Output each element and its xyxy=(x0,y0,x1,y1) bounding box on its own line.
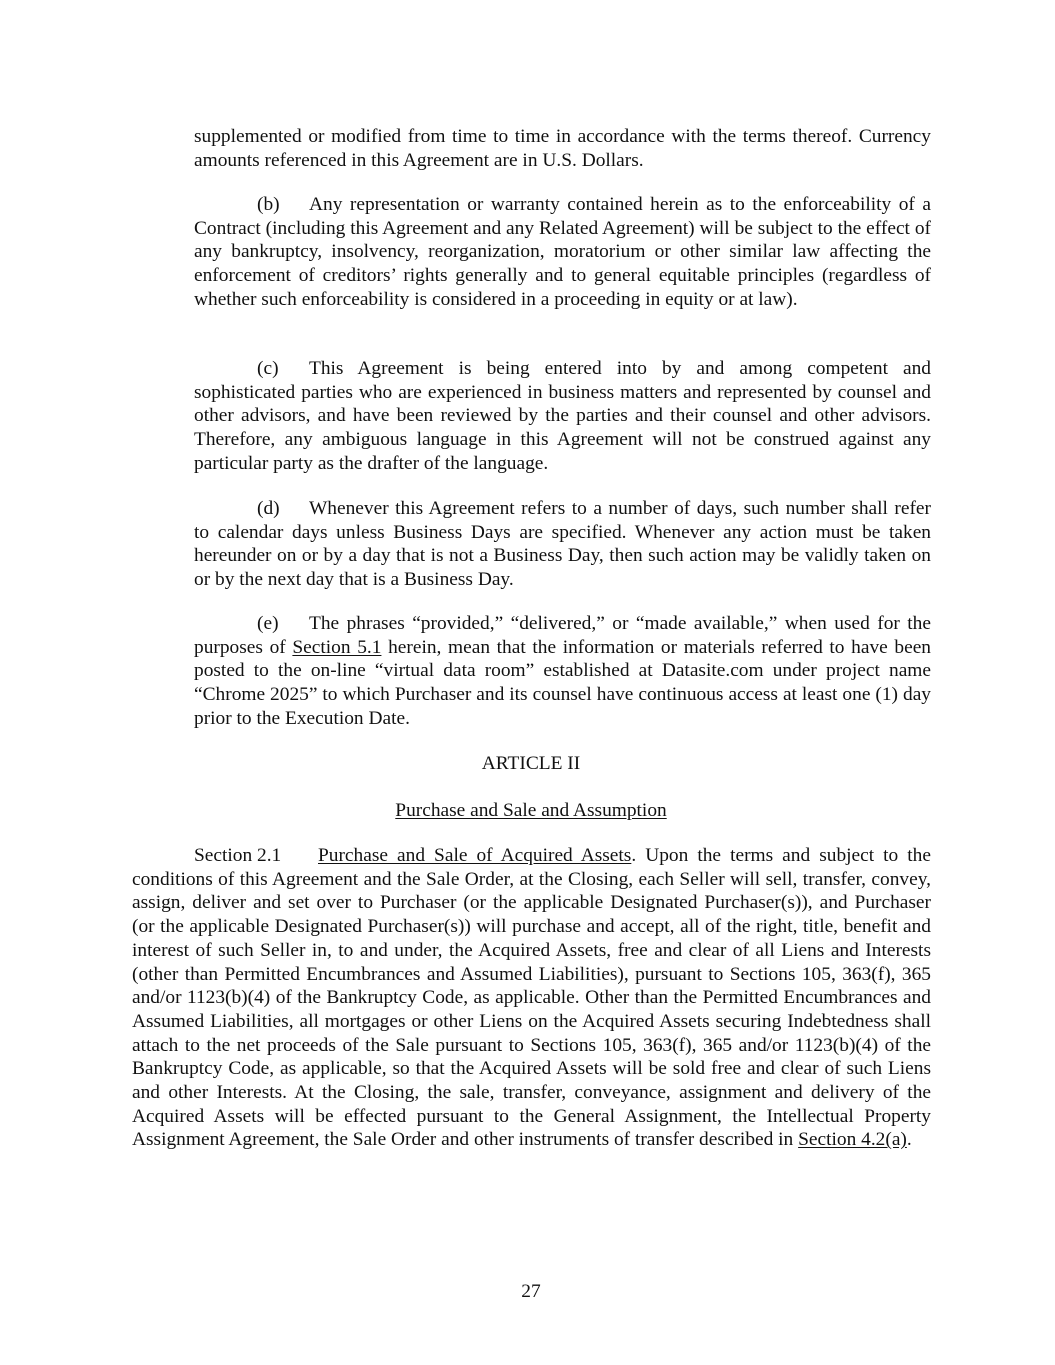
paragraph-label: (e) xyxy=(257,613,279,634)
paragraph-e: (e) The phrases “provided,” “delivered,” or “made available,” when used for the purposes of Section 5.1 herein, mean that the information or materials referred to have been posted to the on-line “virtual data room” established at Datasite.com under project name “Chrome 2025” to which Purchaser and its counsel have continuous access at least one (1) day prior to the Execution Date. xyxy=(194,613,931,729)
paragraph-b: (b) Any representation or warranty contained herein as to the enforceability of a Contract (including this Agreement and any Related Agreement) will be subject to the effect of any bankruptcy, insolvency, reorganization, moratorium or other similar law affecting the enforcement of creditors’ rights generally and to general equitable principles (regardless of whether such enforceability is considered in a proceeding in equity or at law). xyxy=(194,194,931,310)
paragraph-d: (d) Whenever this Agreement refers to a number of days, such number shall refer to calendar days unless Business Days are specified. Whenever any action must be taken hereunder on or by a day that is not a Business Day, then such action may be validly taken on or by the next day that is a Business Day. xyxy=(194,498,931,591)
paragraph-c: (c) This Agreement is being entered into by and among competent and sophisticated parties who are experienced in business matters and represented by counsel and other advisors, and have been reviewed by the parties and their counsel and other advisors. Therefore, any ambiguous language in this Agreement will not be construed against any particular party as the drafter of the language. xyxy=(194,358,931,474)
intro-paragraph: supplemented or modified from time to time in accordance with the terms thereof. Currency amounts referenced in this Agreement are in U.S. Dollars. xyxy=(194,126,931,171)
section-5-1-link[interactable]: Section 5.1 xyxy=(292,636,382,658)
section-2-1-paragraph: Section 2.1 Purchase and Sale of Acquired Assets. Upon the terms and subject to the conditions of this Agreement and the Sale Order, at the Closing, each Seller will sell, transfer, convey, assign, deliver and set over to Purchaser (or the applicable Designated Purchaser(s)), and Purchaser (or the applicable Designated Purchaser(s)) will purchase and accept, all of the right, title, benefit and interest of such Seller in, to and under, the Acquired Assets, free and clear of all Liens and Interests (other than Permitted Encumbrances and Assumed Liabilities), pursuant to Sections 105, 363(f), 365 and/or 1123(b)(4) of the Bankruptcy Code, as applicable. Other than the Permitted Encumbrances and Assumed Liabilities, all mortgages or other Liens on the Acquired Assets securing Indebtedness shall attach to the net proceeds of the Sale pursuant to Sections 105, 363(f), 365 and/or 1123(b)(4) of the Bankruptcy Code, as applicable, so that the Acquired Assets will be sold free and clear of such Liens and other Interests. At the Closing, the sale, transfer, conveyance, assignment and delivery of the Acquired Assets will be effected pursuant to the General Assignment, the Intellectual Property Assignment Agreement, the Sale Order and other instruments of transfer described in Section 4.2(a). xyxy=(132,845,931,1151)
article-title: Purchase and Sale and Assumption xyxy=(395,800,667,821)
page-number: 27 xyxy=(521,1281,541,1302)
paragraph-label: (b) xyxy=(257,194,280,215)
section-4-2-a-link[interactable]: Section 4.2(a) xyxy=(798,1129,907,1151)
paragraph-label: (d) xyxy=(257,498,280,519)
paragraph-label: (c) xyxy=(257,358,279,379)
section-title: Purchase and Sale of Acquired Assets xyxy=(318,845,632,866)
article-heading: ARTICLE II xyxy=(481,753,581,774)
section-number: Section 2.1 xyxy=(194,845,282,866)
